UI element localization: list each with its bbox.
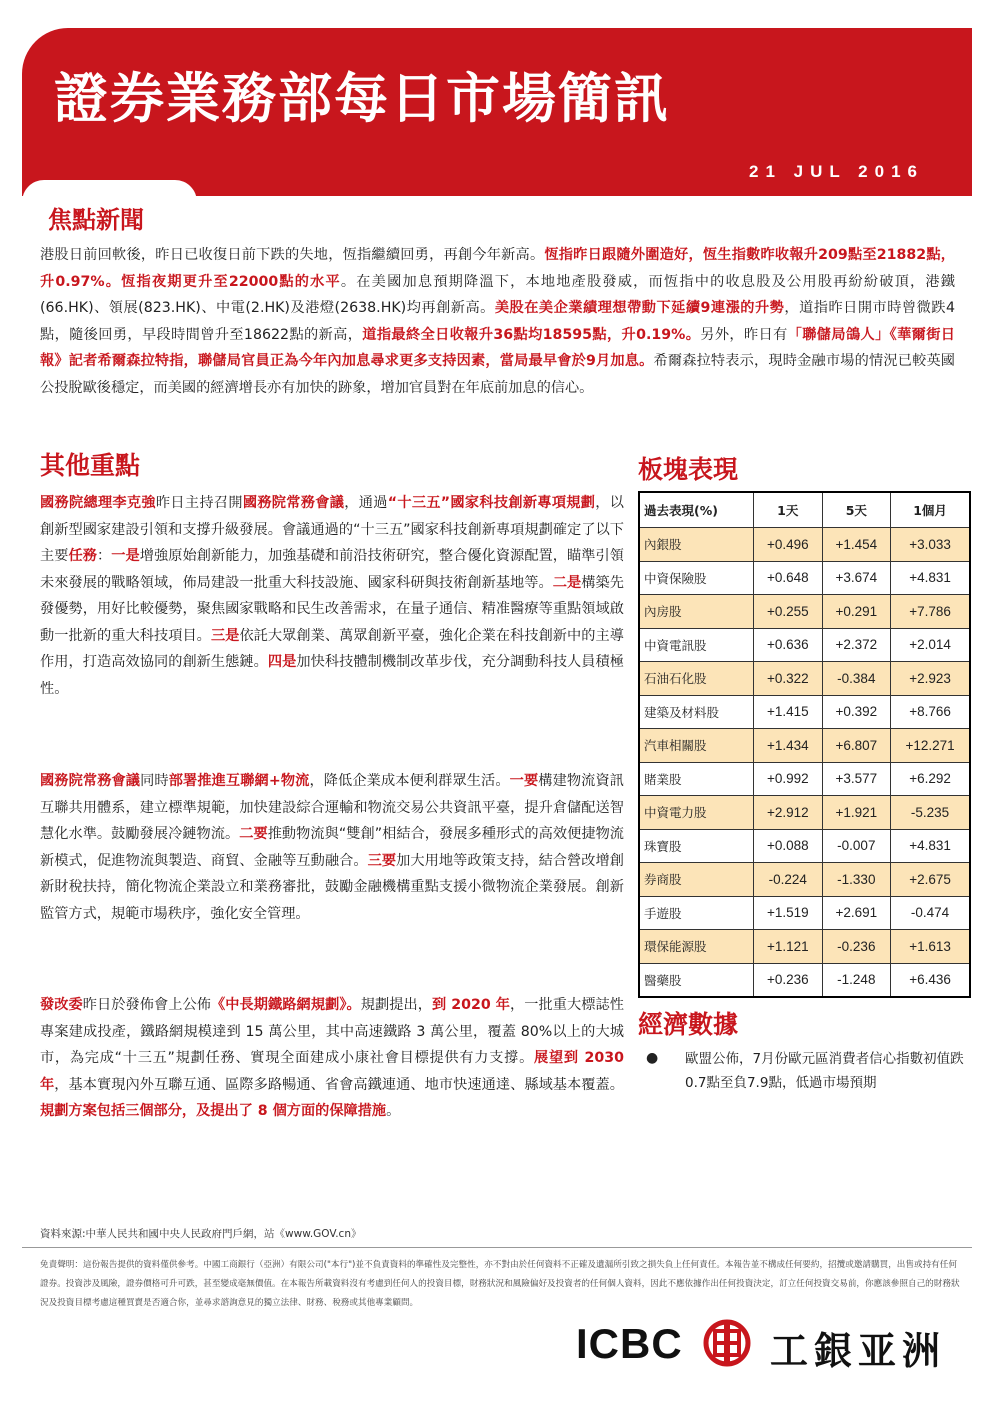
return-1m: +2.923 bbox=[891, 662, 970, 696]
table-row bbox=[639, 963, 970, 997]
highlight-text: 部署推進互聯網+物流 bbox=[168, 773, 310, 789]
return-1d: +1.519 bbox=[754, 896, 823, 930]
return-1d: +0.255 bbox=[754, 595, 823, 629]
body-text: 構築先發優勢，用好比較優勢，聚焦國家戰略和民生改善需求，在量子通信、精准醫療等重點領域啟動一批新的重大科技項目。 bbox=[40, 574, 624, 644]
body-text: 另外，昨日有 bbox=[700, 326, 788, 343]
return-1m: +2.014 bbox=[891, 628, 970, 662]
sector-name: 汽車相關股 bbox=[639, 729, 754, 763]
return-5d: +1.454 bbox=[822, 528, 891, 562]
body-text: 昨日於發佈會上公佈 bbox=[82, 997, 212, 1013]
page-title: 證券業務部每日市場簡訊 bbox=[54, 66, 670, 130]
body-text: ，通過 bbox=[344, 495, 388, 511]
logo-wordmark-en: ICBC bbox=[576, 1320, 683, 1367]
highlight-text: 「聯儲局鴿人」《華爾街日報》記者希爾森拉特指，聯儲局官員正為今年內加息尋求更多支持因素，當局最早會於9月加息。 bbox=[40, 326, 955, 369]
highlight-text: 恆指昨日跟隨外圍造好，恆生指數昨收報升209點至21882點，升0.97%。恆指夜期更升至22000點的水平 bbox=[40, 247, 955, 290]
table-row bbox=[639, 628, 970, 662]
body-text: 加大用地等政策支持，結合營改增創新財稅扶持，簡化物流企業設立和業務審批，鼓勵金融機構重點支援小微物流企業發展。創新監管方式，規範市場秩序，強化安全管理。 bbox=[40, 852, 624, 922]
highlight-text: 國務院總理李克強 bbox=[40, 495, 156, 511]
body-text: 規劃提出， bbox=[360, 997, 432, 1013]
return-1d: +1.121 bbox=[754, 930, 823, 964]
icbc-logo bbox=[570, 1318, 970, 1378]
body-text: ，一批重大標誌性專案建成投產，鐵路網規模達到 15 萬公里，其中高速鐵路 3 萬公里，覆蓋 80%以上的大城市，為完成“十三五”規劃任務、實現全面建成小康社會目標提供有力支撐。 bbox=[40, 997, 624, 1066]
sector-name: 中資電力股 bbox=[639, 796, 754, 830]
disclaimer: 免責聲明：這份報告提供的資料僅供參考。中國工商銀行（亞洲）有限公司("本行")並不負責資料的準確性及完整性，亦不對由於任何資料不正確及遺漏所引致之損失負上任何責任。本報告並不構成任何要約，招攬或邀請購買，出售或持有任何證券。投資涉及風險，證券價格可升可跌，甚至變成毫無價值。在本報告所載資料沒有考慮到任何人的投資目標，財務狀況和風險偏好及投資者的任何個人資料，因此不應依據作出任何投資決定，訂立任何投資交易前，你應該參照自己的財務狀況及投資目標考慮這種買賣是否適合你，並尋求諮詢意見的獨立法律、財務、稅務或其他專業顧問。 bbox=[40, 1260, 960, 1308]
body-text: ，道指昨日開市時曾微跌4點，隨後回勇，早段時間曾升至18622點的新高， bbox=[40, 300, 956, 343]
highlight-text: 道指最終全日收報升36點均18595點，升0.19%。 bbox=[362, 326, 701, 343]
return-1d: -0.224 bbox=[754, 863, 823, 897]
return-5d: +2.372 bbox=[822, 628, 891, 662]
sector-name: 券商股 bbox=[639, 863, 754, 897]
column-header: 1天 bbox=[754, 492, 823, 528]
table-row bbox=[639, 595, 970, 629]
return-5d: -0.007 bbox=[822, 829, 891, 863]
sector-name: 內房股 bbox=[639, 595, 754, 629]
highlight-text: 二要 bbox=[239, 826, 268, 842]
body-text: 推動物流與“雙創”相結合，發展多種形式的高效便捷物流新模式，促進物流與製造、商貿、金融等互動融合。 bbox=[40, 826, 624, 869]
table-row bbox=[639, 729, 970, 763]
return-5d: -1.330 bbox=[822, 863, 891, 897]
sector-name: 環保能源股 bbox=[639, 930, 754, 964]
body-text: 港股日前回軟後，昨日已收復日前下跌的失地，恆指繼續回勇，再創今年新高。 bbox=[40, 247, 545, 263]
table-row bbox=[639, 896, 970, 930]
highlight-text: 任務 bbox=[68, 548, 97, 564]
highlight-text: 《中長期鐵路網規劃》。 bbox=[211, 997, 361, 1013]
return-1d: +1.434 bbox=[754, 729, 823, 763]
others-heading: 其他重點 bbox=[40, 451, 141, 480]
header-banner bbox=[22, 28, 972, 196]
return-1d: +0.236 bbox=[754, 963, 823, 997]
body-text: 增強原始創新能力，加強基礎和前沿技術研究，整合優化資源配置，瞄準引領未來發展的戰略領域，佈局建設一批重大科技設施、國家科研與技術創新基地等。 bbox=[40, 548, 624, 591]
highlight-text: 三是 bbox=[210, 627, 240, 644]
others-paragraph-1 bbox=[40, 490, 624, 702]
highlight-text: “十三五”國家科技創新專項規劃 bbox=[387, 495, 596, 511]
body-text: 依託大眾創業、萬眾創新平臺，強化企業在科技創新中的主導作用，打造高效協同的創新生態鏈。 bbox=[40, 627, 624, 670]
highlight-text: 四是 bbox=[267, 654, 297, 670]
return-1d: +1.415 bbox=[754, 695, 823, 729]
sector-performance-table bbox=[638, 491, 971, 998]
sector-name: 珠寶股 bbox=[639, 829, 754, 863]
icbc-emblem-icon bbox=[702, 1318, 752, 1368]
return-1m: +4.831 bbox=[891, 829, 970, 863]
return-1d: +0.088 bbox=[754, 829, 823, 863]
table-row bbox=[639, 695, 970, 729]
sector-name: 手遊股 bbox=[639, 896, 754, 930]
return-1m: +3.033 bbox=[891, 528, 970, 562]
return-1d: +0.496 bbox=[754, 528, 823, 562]
focus-heading: 焦點新聞 bbox=[48, 205, 144, 234]
return-1m: +4.831 bbox=[891, 561, 970, 595]
bullet-icon: ● bbox=[646, 1050, 659, 1066]
return-5d: +0.291 bbox=[822, 595, 891, 629]
table-row bbox=[639, 528, 970, 562]
highlight-text: 國務院常務會議 bbox=[242, 495, 345, 511]
body-text: ，以創新型國家建設引領和支撐升級發展。會議通過的“十三五”國家科技創新專項規劃確定了以下主要 bbox=[40, 495, 624, 564]
column-header: 1個月 bbox=[891, 492, 970, 528]
highlight-text: 展望到 2030 年 bbox=[40, 1050, 624, 1093]
body-text: ： bbox=[97, 548, 112, 564]
return-5d: +3.577 bbox=[822, 762, 891, 796]
sector-name: 建築及材料股 bbox=[639, 695, 754, 729]
return-5d: +6.807 bbox=[822, 729, 891, 763]
return-1m: -0.474 bbox=[891, 896, 970, 930]
table-header-row bbox=[639, 492, 970, 528]
return-1m: +7.786 bbox=[891, 595, 970, 629]
return-1d: +0.648 bbox=[754, 561, 823, 595]
return-5d: -0.384 bbox=[822, 662, 891, 696]
highlight-text: 三要 bbox=[367, 852, 397, 869]
highlight-text: 規劃方案包括三個部分，及提出了 8 個方面的保障措施 bbox=[40, 1103, 387, 1119]
sector-name: 中資保險股 bbox=[639, 561, 754, 595]
sector-name: 內銀股 bbox=[639, 528, 754, 562]
body-text: 同時 bbox=[140, 773, 169, 789]
return-1m: +8.766 bbox=[891, 695, 970, 729]
highlight-text: 二是 bbox=[552, 574, 582, 591]
return-1m: +12.271 bbox=[891, 729, 970, 763]
return-5d: +2.691 bbox=[822, 896, 891, 930]
others-paragraph-3 bbox=[40, 992, 624, 1125]
return-1m: +6.292 bbox=[891, 762, 970, 796]
body-text: 昨日主持召開 bbox=[155, 495, 243, 511]
return-5d: -0.236 bbox=[822, 930, 891, 964]
table-row bbox=[639, 930, 970, 964]
logo-wordmark-cn: 工銀亚洲 bbox=[770, 1329, 947, 1373]
body-text: ，降低企業成本便利群眾生活。 bbox=[309, 773, 510, 789]
table-body bbox=[639, 528, 970, 998]
return-1d: +0.636 bbox=[754, 628, 823, 662]
focus-paragraph bbox=[40, 242, 955, 401]
return-5d: +0.392 bbox=[822, 695, 891, 729]
column-header: 過去表現(%) bbox=[639, 492, 754, 528]
table-row bbox=[639, 561, 970, 595]
return-1m: -5.235 bbox=[891, 796, 970, 830]
table-row bbox=[639, 662, 970, 696]
return-1d: +0.322 bbox=[754, 662, 823, 696]
return-5d: -1.248 bbox=[822, 963, 891, 997]
highlight-text: 發改委 bbox=[40, 997, 83, 1013]
body-text: 。 bbox=[386, 1103, 401, 1119]
return-1m: +1.613 bbox=[891, 930, 970, 964]
return-1d: +2.912 bbox=[754, 796, 823, 830]
return-1m: +6.436 bbox=[891, 963, 970, 997]
column-header: 5天 bbox=[822, 492, 891, 528]
highlight-text: 一是 bbox=[111, 548, 140, 564]
return-1d: +0.992 bbox=[754, 762, 823, 796]
return-5d: +3.674 bbox=[822, 561, 891, 595]
return-5d: +1.921 bbox=[822, 796, 891, 830]
others-paragraph-2 bbox=[40, 768, 624, 927]
table-row bbox=[639, 863, 970, 897]
table-row bbox=[639, 829, 970, 863]
body-text: 加快科技體制機制改革步伐，充分調動科技人員積極性。 bbox=[40, 654, 624, 697]
divider bbox=[22, 1247, 972, 1248]
sector-name: 醫藥股 bbox=[639, 963, 754, 997]
return-1m: +2.675 bbox=[891, 863, 970, 897]
data-source: 資料來源:中華人民共和國中央人民政府門戶網，站《www.GOV.cn》 bbox=[40, 1228, 362, 1240]
body-text: 希爾森拉特表示，現時金融市場的情況已較英國公投脫歐後穩定，而美國的經濟增長亦有加快的跡象，增加官員對在年底前加息的信心。 bbox=[40, 353, 955, 396]
highlight-text: 一要 bbox=[509, 773, 539, 789]
table-row bbox=[639, 762, 970, 796]
sectors-heading: 板塊表現 bbox=[638, 455, 739, 484]
economy-item: 歐盟公佈，7月份歐元區消費者信心指數初值跌0.7點至負7.9點，低過市場預期 bbox=[685, 1051, 964, 1091]
sector-name: 中資電訊股 bbox=[639, 628, 754, 662]
body-text: 。在美國加息預期降溫下，本地地產股發威，而恆指中的收息股及公用股再紛紛破頂，港鐵(66.HK)、領展(823.HK)、中電(2.HK)及港燈(2638.HK)均再創新高。 bbox=[40, 273, 955, 316]
body-text: ，基本實現內外互聯互通、區際多路暢通、省會高鐵連通、地市快速通達、縣域基本覆蓋。 bbox=[54, 1076, 624, 1093]
highlight-text: 國務院常務會議 bbox=[40, 773, 141, 789]
highlight-text: 到 2020 年 bbox=[432, 997, 511, 1013]
sector-name: 賭業股 bbox=[639, 762, 754, 796]
economy-heading: 經濟數據 bbox=[638, 1010, 739, 1039]
sector-name: 石油石化股 bbox=[639, 662, 754, 696]
highlight-text: 美股在美企業績理想帶動下延續9連漲的升勢 bbox=[494, 300, 785, 316]
report-date: 21 JUL 2016 bbox=[749, 162, 924, 181]
table-row bbox=[639, 796, 970, 830]
body-text: 構建物流資訊互聯共用體系，建立標準規範，加快建設綜合運輸和物流交易公共資訊平臺，提升倉儲配送智慧化水準。鼓勵發展冷鏈物流。 bbox=[40, 773, 624, 842]
